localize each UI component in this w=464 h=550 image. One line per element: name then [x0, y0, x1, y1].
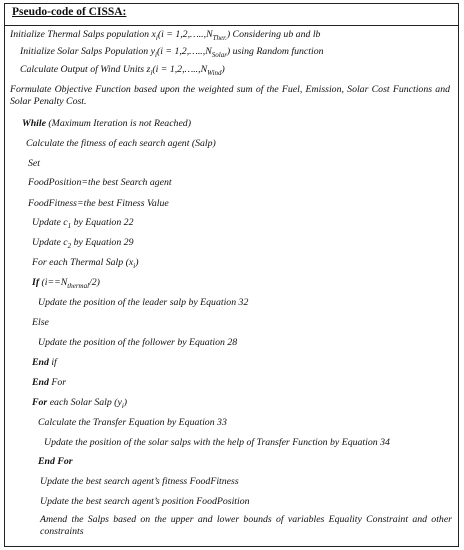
code-line-update-c1: Update $c_1$ by Equation 22	[32, 217, 134, 230]
code-line-food-fitness: FoodFitness=the best Fitness Value	[28, 198, 169, 209]
code-line-init-thermal: Initialize Thermal Salps population $x_i(i$ = $1,2,\dots..,N_{Ther.}$) Considering ub and lb	[10, 29, 321, 42]
code-line-update-follower: Update the position of the follower by Equation 28	[38, 337, 238, 348]
code-line-wind-output: Calculate Output of Wind Units $z_i(i$ = $1,2,\dots..,N_{Wind}$)	[20, 64, 225, 77]
code-line-init-solar: Initialize Solar Salps Population $y_i(i$ = $1,2,\dots..,N_{Solar}$) using Random function	[20, 46, 324, 59]
code-line-for-thermal: For each Thermal Salp $(x_i)$	[32, 257, 139, 270]
code-line-if: If $(i==N_{thermal}/2)$	[32, 277, 100, 290]
code-line-food-position: FoodPosition=the best Search agent	[28, 177, 172, 188]
code-line-else: Else	[32, 317, 49, 328]
code-line-update-best-position: Update the best search agent’s position FoodPosition	[40, 496, 250, 507]
code-line-update-solar: Update the position of the solar salps with the help of Transfer Function by Equation 34	[44, 437, 390, 448]
code-line-update-leader: Update the position of the leader salp by Equation 32	[38, 297, 249, 308]
code-line-end-for-solar: End For	[38, 456, 73, 467]
code-line-objective: Formulate Objective Function based upon the weighted sum of the Fuel, Emission, Solar Cost Functions and Solar Penalty Cost.	[10, 84, 450, 107]
pseudocode-header	[4, 0, 459, 26]
code-line-while: While (Maximum Iteration is not Reached)	[22, 118, 191, 129]
code-line-set: Set	[28, 158, 40, 169]
pseudocode-title: Pseudo-code of CISSA:	[12, 6, 127, 18]
code-line-update-best-fitness: Update the best search agent’s fitness FoodFitness	[40, 476, 239, 487]
code-line-end-if: End if	[32, 357, 57, 368]
code-line-amend-salps: Amend the Salps based on the upper and lower bounds of variables Equality Constraint and other constraints	[40, 514, 452, 537]
code-line-update-c2: Update $c_2$ by Equation 29	[32, 237, 134, 250]
code-line-end-for: End For	[32, 377, 67, 388]
code-line-fitness: Calculate the fitness of each search agent (Salp)	[26, 138, 216, 149]
code-line-transfer-equation: Calculate the Transfer Equation by Equation 33	[38, 417, 227, 428]
code-line-for-solar: For each Solar Salp $(y_i)$	[32, 397, 128, 410]
